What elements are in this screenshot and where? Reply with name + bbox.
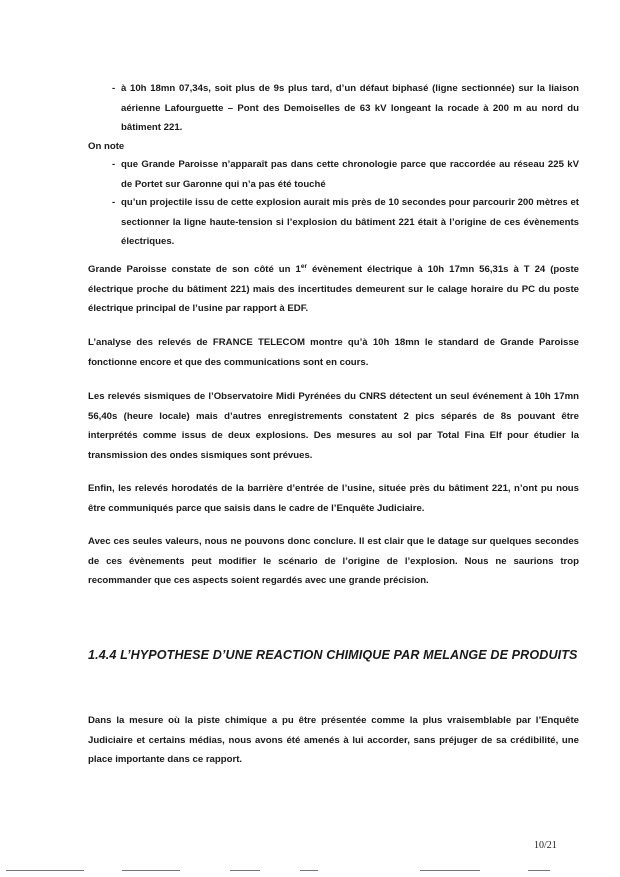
paragraph-france-telecom: L’analyse des relevés de FRANCE TELECOM montre qu’à 10h 18mn le standard de Grande Paroisse fonctionne encore et que des communications sont en cours. — [88, 337, 579, 368]
bullet-dash: - — [112, 83, 116, 94]
paragraph-conclusion: Avec ces seules valeurs, nous ne pouvons donc conclure. Il est clair que le datage sur quelques secondes de ces évènements peut modifier le scénario de l’origine de l’explosion. Nous ne saurions trop recommander que ces aspects soient regardés avec une grande précision. — [88, 536, 579, 586]
note-bullet-text: que Grande Paroisse n’apparaît pas dans cette chronologie parce que raccordée au réseau 225 kV de Portet sur Garonne qui n’a pas été touché — [121, 159, 579, 190]
scan-artifact-line — [528, 870, 550, 871]
bullet-dash: - — [112, 159, 116, 170]
scan-artifact-line — [230, 870, 260, 871]
bullet-dash: - — [112, 197, 116, 208]
intro-bullet — [112, 79, 579, 138]
paragraph-grande-paroisse — [88, 260, 579, 319]
scan-artifact-line — [122, 870, 180, 871]
note-bullet — [112, 155, 579, 194]
on-note-label: On note — [88, 141, 125, 152]
paragraph-seismic: Les relevés sismiques de l’Observatoire Midi Pyrénées du CNRS détectent un seul événement à 10h 17mn 56,40s (heure locale) mais d’autres enregistrements constatent 2 pics séparés de 8s pouvant être interprétés comme issus de deux explosions. Des mesures au sol par Total Fina Elf pour étudier la transmission des ondes sismiques sont prévues. — [88, 391, 579, 461]
scan-artifact-line — [420, 870, 480, 871]
scan-artifact-line — [300, 870, 318, 871]
paragraph-text: Grande Paroisse constate de son côté un 1 — [88, 264, 301, 275]
paragraph-chemical: Dans la mesure où la piste chimique a pu être présentée comme la plus vraisemblable par l’Enquête Judiciaire et certains médias, nous avons été amenés à lui accorder, sans préjuger de sa crédibilité, une place importante dans ce rapport. — [88, 715, 579, 765]
note-bullet-text: qu’un projectile issu de cette explosion aurait mis près de 10 secondes pour parcourir 200 mètres et sectionner la ligne haute-tension si l’explosion du bâtiment 221 était à l’origine de ces évènements électriques. — [121, 197, 579, 247]
paragraph-text: évènement électrique à 10h 17mn 56,31s à T 24 (poste électrique proche du bâtiment 221) mais des incertitudes demeurent sur le calage horaire du PC du poste électrique principal de l’usine par rapport à EDF. — [88, 264, 579, 314]
intro-bullet-text: à 10h 18mn 07,34s, soit plus de 9s plus tard, d’un défaut biphasé (ligne sectionnée) sur la liaison aérienne Lafourguette – Pont des Demoiselles de 63 kV longeant la rocade à 200 m au nord du bâtiment 221. — [121, 83, 579, 133]
section-heading: 1.4.4 L’HYPOTHESE D’UNE REACTION CHIMIQUE PAR MELANGE DE PRODUITS — [88, 648, 578, 662]
note-bullet — [112, 193, 579, 252]
scan-artifact-line — [6, 870, 84, 871]
paragraph-barrier: Enfin, les relevés horodatés de la barrière d’entrée de l’usine, située près du bâtiment 221, n’ont pu nous être communiqués parce que saisis dans le cadre de l’Enquête Judiciaire. — [88, 483, 579, 514]
superscript: er — [300, 262, 307, 270]
page-number: 10/21 — [534, 840, 557, 851]
